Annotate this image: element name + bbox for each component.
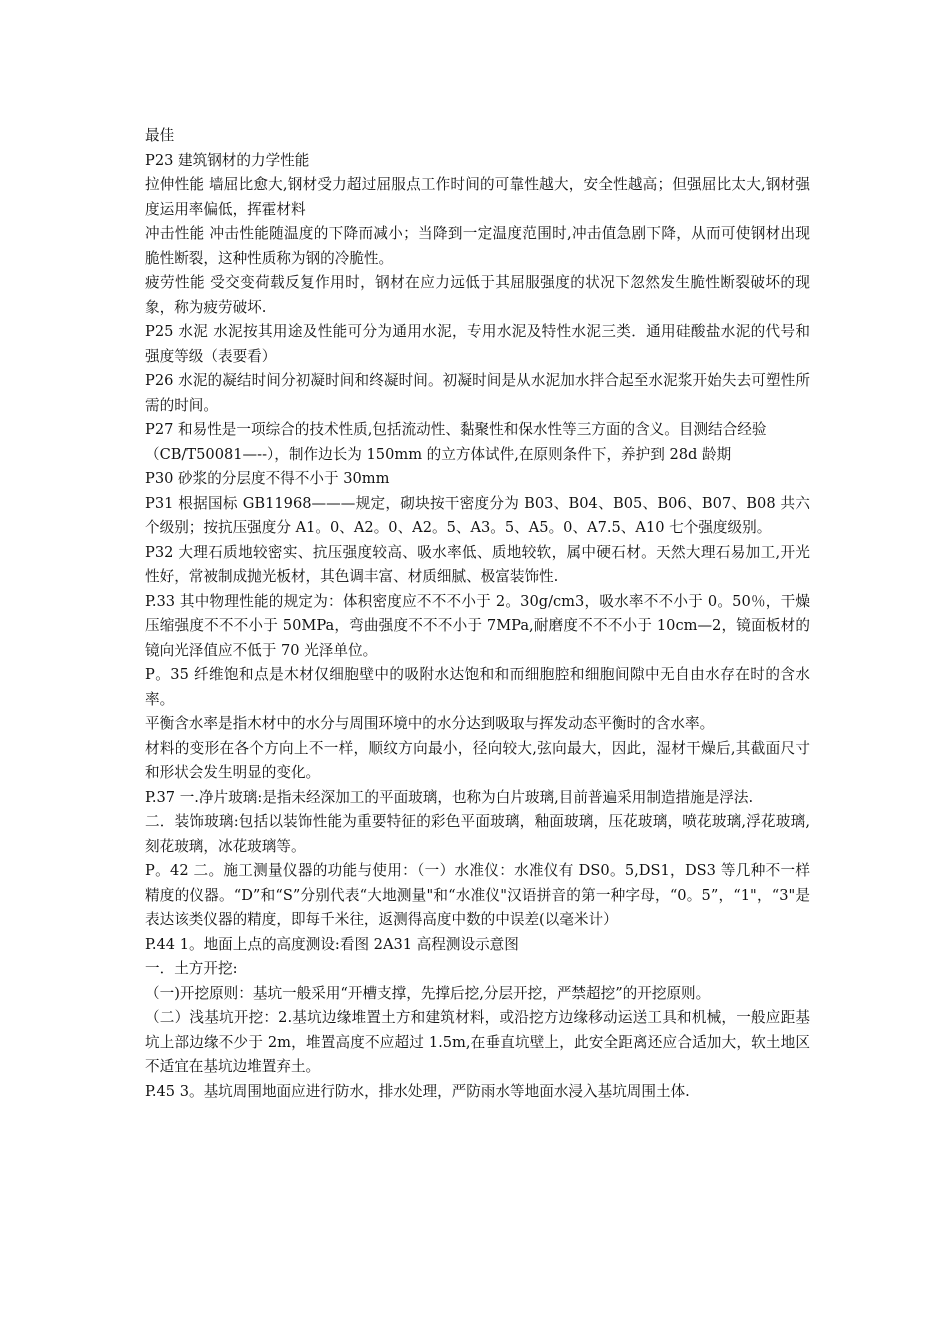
paragraph-earthwork: 一．土方开挖: <box>145 960 238 977</box>
paragraph-p42-instruments: P。42 二。施工测量仪器的功能与使用：（一）水准仪：水准仪有 DS0。5,DS1，DS3 等几种不一样精度的仪器。“D”和“S”分别代表“大地测量"和“水准仪"汉语拼音的第一种字母，“0。5”，“1"，“3"是表达该类仪器的精度，即每千米往，返测得高度中数的中误差(以毫米计） <box>145 862 810 928</box>
paragraph-cb-standard: （CB/T50081—--），制作边长为 150mm 的立方体试件,在原则条件下，养护到 28d 龄期 <box>145 445 732 463</box>
paragraph-heading-best: 最佳 <box>145 127 175 144</box>
paragraph-decorative-glass: 二．装饰玻璃:包括以装饰性能为重要特征的彩色平面玻璃，釉面玻璃，压花玻璃，喷花玻璃,浮花玻璃,刻花玻璃，冰花玻璃等。 <box>145 813 810 855</box>
paragraph-p30-mortar: P30 砂浆的分层度不得不小于 30mm <box>145 470 390 487</box>
paragraph-p31-block: P31 根据国标 GB11968———规定，砌块按干密度分为 B03、B04、B05、B06、B07、B08 共六个级别；按抗压强度分 A1。0、A2。0、A2。5、A3。5、A5。0、A7.5、A10 七个强度级别。 <box>145 494 810 536</box>
paragraph-tensile: 拉伸性能 墙屈比愈大,钢材受力超过屈服点工作时间的可靠性越大，安全性越高；但强屈比太大,钢材强度运用率偏低，挥霍材料 <box>145 176 810 218</box>
paragraph-p27-workability: P27 和易性是一项综合的技术性质,包括流动性、黏聚性和保水性等三方面的含义。目测结合经验 <box>145 421 767 438</box>
paragraph-p37-glass: P.37 一.净片玻璃:是指未经深加工的平面玻璃，也称为白片玻璃,目前普遍采用制造措施是浮法. <box>145 788 754 806</box>
paragraph-shallow-pit: （二）浅基坑开挖：2.基坑边缘堆置土方和建筑材料，或沿挖方边缘移动运送工具和机械，一般应距基坑上部边缘不少于 2m，堆置高度不应超过 1.5m,在垂直坑壁上，此安全距离还应合适加大，软土地区不适宜在基坑边堆置弃土。 <box>145 1009 810 1075</box>
paragraph-p44-height: P.44 1。地面上点的高度测设:看图 2A31 高程测设示意图 <box>145 935 519 953</box>
paragraph-p32-marble: P32 大理石质地较密实、抗压强度较高、吸水率低、质地较软，属中硬石材。天然大理石易加工,开光性好，常被制成抛光板材，其色调丰富、材质细腻、极富装饰性. <box>145 543 810 585</box>
paragraph-p26-setting: P26 水泥的凝结时间分初凝时间和终凝时间。初凝时间是从水泥加水拌合起至水泥浆开始失去可塑性所需的时间。 <box>145 372 810 414</box>
paragraph-p35-fiber: P。35 纤维饱和点是木材仅细胞壁中的吸附水达饱和和而细胞腔和细胞间隙中无自由水存在时的含水率。 <box>145 666 810 708</box>
paragraph-p25-cement: P25 水泥 水泥按其用途及性能可分为通用水泥，专用水泥及特性水泥三类．通用硅酸盐水泥的代号和强度等级（表要看） <box>145 323 810 365</box>
paragraph-impact: 冲击性能 冲击性能随温度的下降而减小；当降到一定温度范围时,冲击值急剧下降，从而可使钢材出现脆性断裂，这种性质称为钢的冷脆性。 <box>145 225 810 267</box>
paragraph-p33-physical: P.33 其中物理性能的规定为：体积密度应不不不小于 2。30g/cm3，吸水率不不小于 0。50％，干燥压缩强度不不不小于 50MPa，弯曲强度不不不小于 7MPa,耐磨度不不不小于 10cm—2，镜面板材的镜向光泽值应不低于 70 光泽单位。 <box>145 592 810 659</box>
paragraph-deformation: 材料的变形在各个方向上不一样，顺纹方向最小，径向较大,弦向最大，因此，湿材干燥后,其截面尺寸和形状会发生明显的变化。 <box>145 739 810 781</box>
paragraph-p45-drainage: P.45 3。基坑周围地面应进行防水，排水处理，严防雨水等地面水浸入基坑周围土体. <box>145 1082 690 1100</box>
paragraph-fatigue: 疲劳性能 受交变荷载反复作用时，钢材在应力远低于其屈服强度的状况下忽然发生脆性断裂破坏的现象，称为疲劳破坏. <box>145 274 810 316</box>
paragraph-moisture: 平衡含水率是指木材中的水分与周围环境中的水分达到吸取与挥发动态平衡时的含水率。 <box>145 715 715 732</box>
document-body <box>145 124 810 1104</box>
paragraph-p23-title: P23 建筑钢材的力学性能 <box>145 151 310 169</box>
paragraph-excavation-principle: （一)开挖原则：基坑一般采用“开槽支撑，先撑后挖,分层开挖，严禁超挖”的开挖原则。 <box>145 984 711 1002</box>
